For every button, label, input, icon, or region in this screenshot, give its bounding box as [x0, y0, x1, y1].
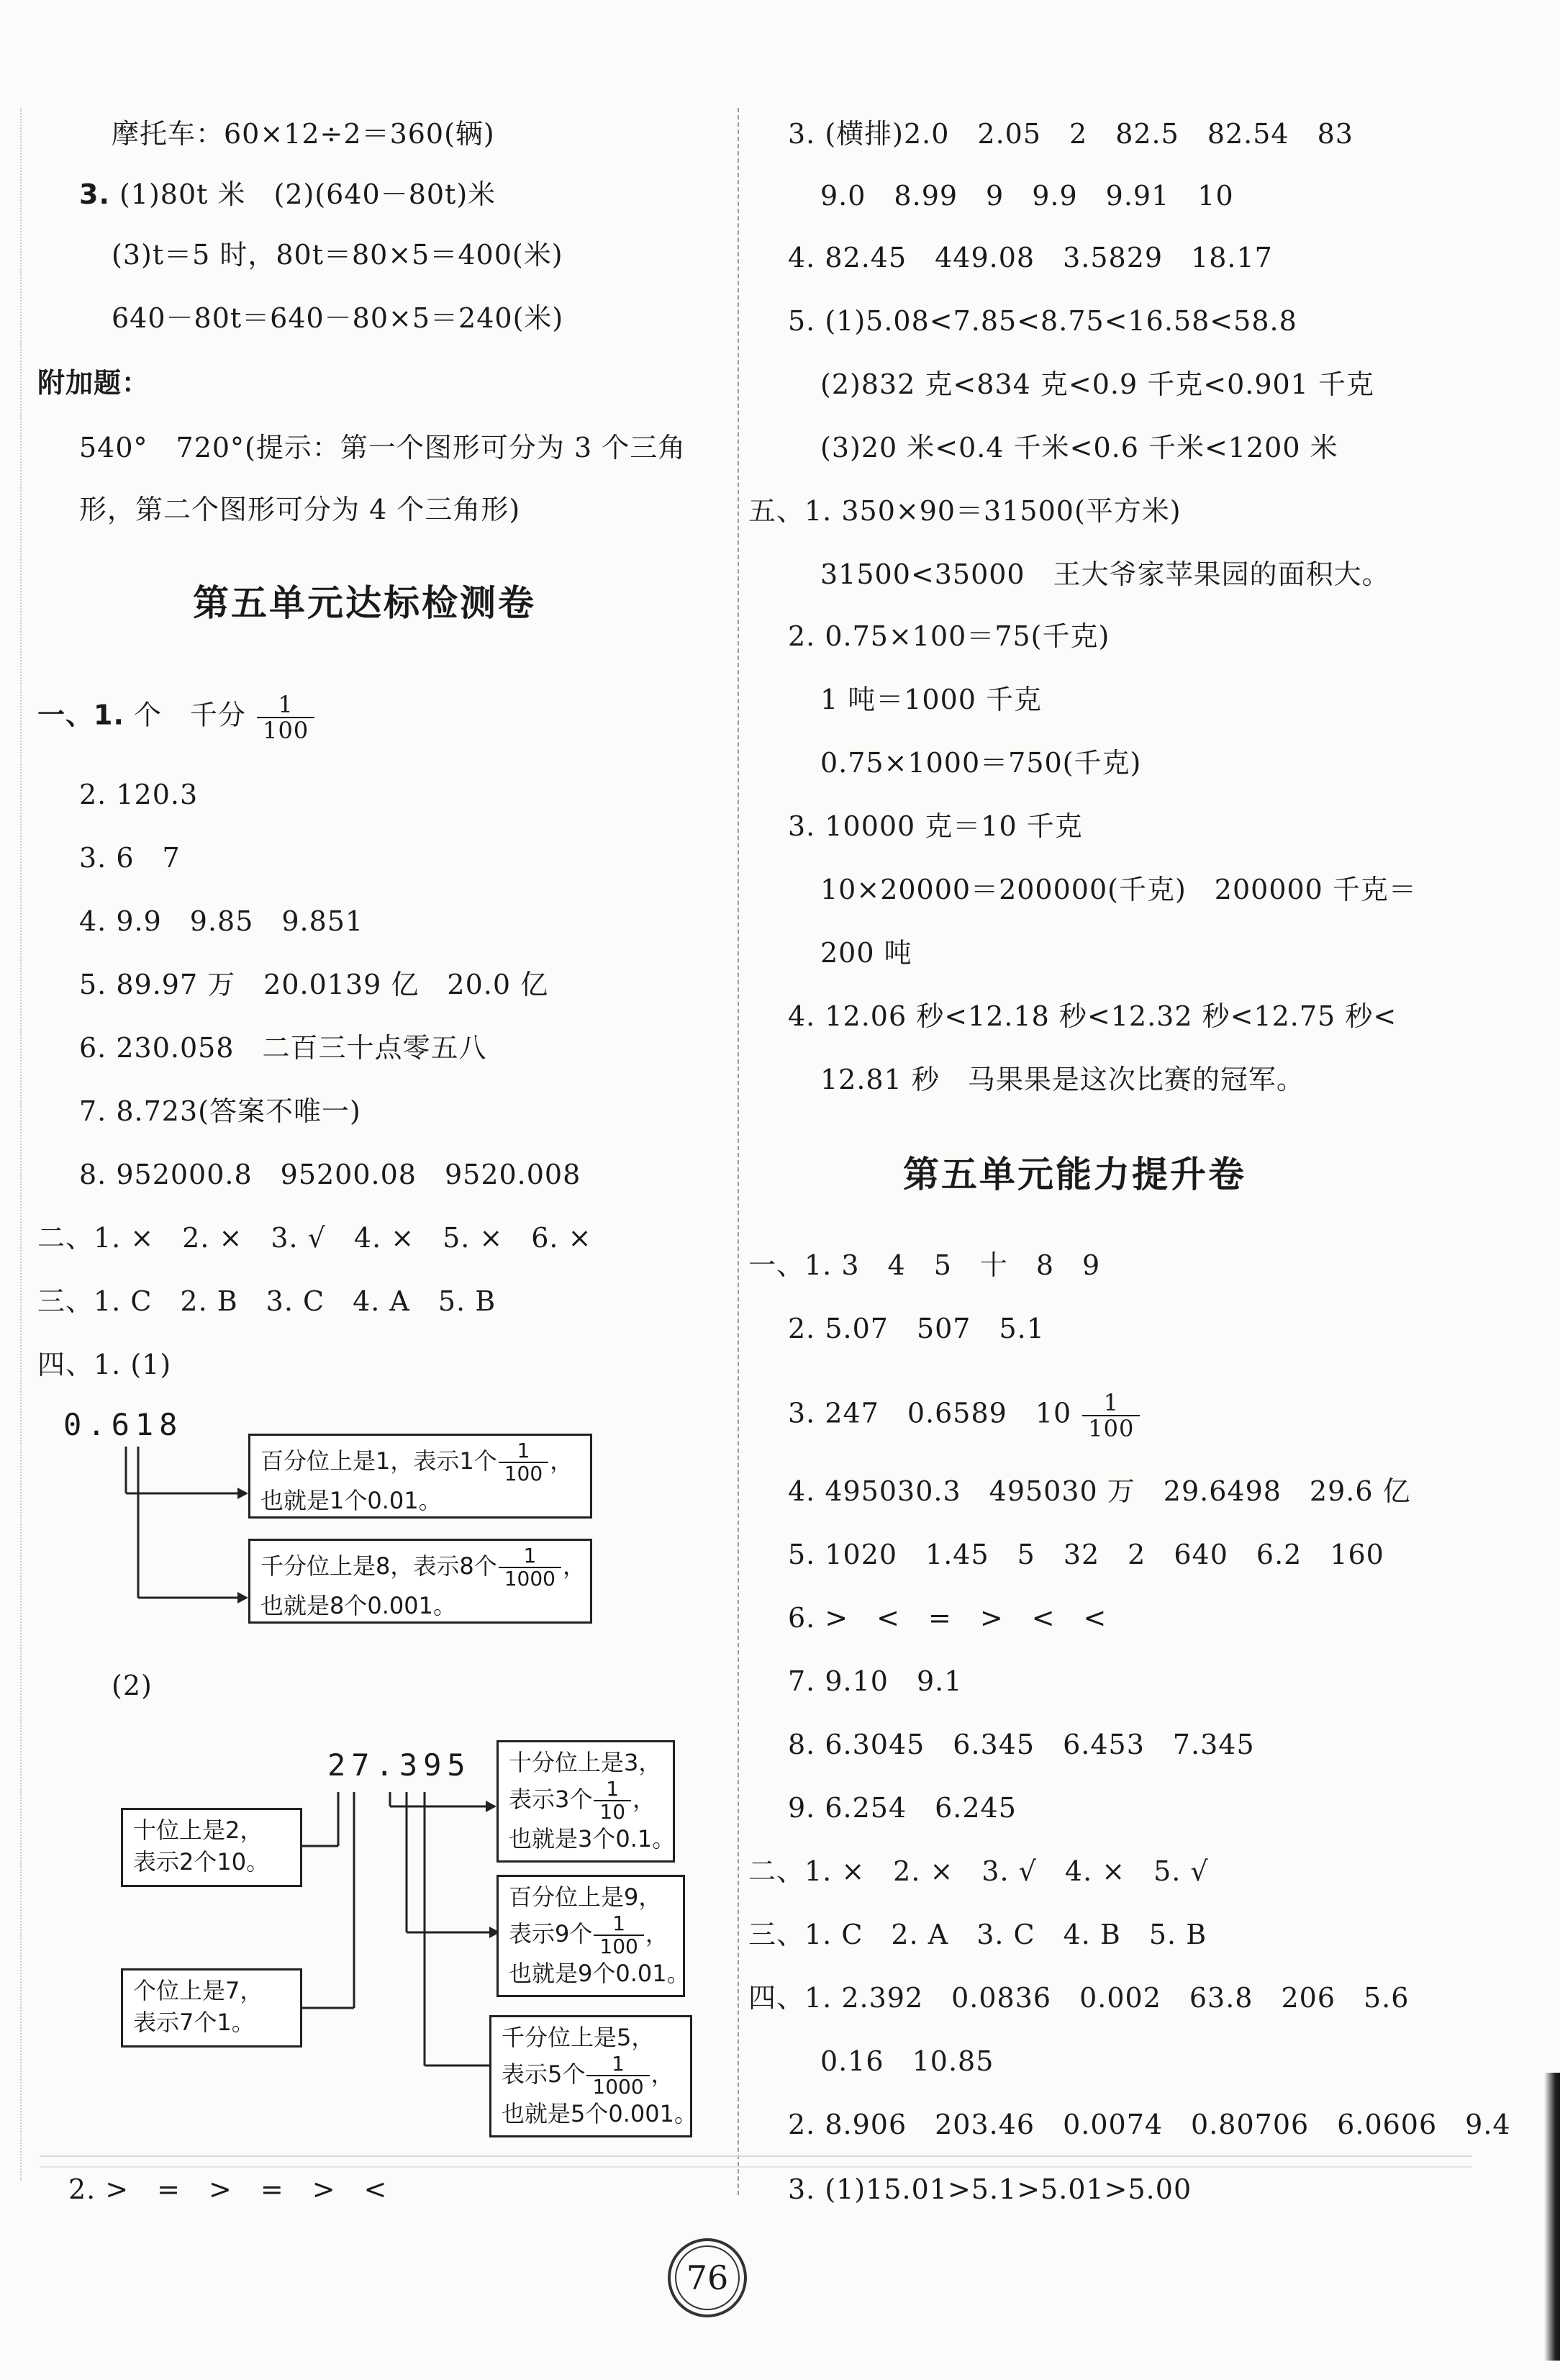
right-s13: 0.16 10.85	[820, 2045, 994, 2077]
right-s3	[788, 1390, 1141, 1441]
right-line-13: 10×20000＝200000(千克) 200000 千克＝	[820, 874, 1417, 905]
right-s6: 6. > < = > < <	[788, 1602, 1107, 1634]
s3-fraction	[1085, 1390, 1137, 1441]
d1-box2-text-b: 也就是8个0.001。	[260, 1592, 456, 1619]
right-s5: 5. 1020 1.45 5 32 2 640 6.2 160	[788, 1539, 1384, 1570]
q4-line: 4. 9.9 9.85 9.851	[79, 905, 364, 937]
d1-box1-text-b: 也就是1个0.01。	[260, 1487, 442, 1514]
q5-line: 5. 89.97 万 20.0139 亿 20.0 亿	[79, 969, 549, 1000]
part3-line: 三、1. C 2. B 3. C 4. A 5. B	[37, 1285, 496, 1317]
right-line-1: 3. (横排)2.0 2.05 2 82.5 82.54 83	[788, 118, 1353, 150]
right-line-10: 1 吨＝1000 千克	[820, 684, 1043, 715]
diagram2-box-hundredths: 百分位上是9， 表示9个 $\frac{1}{100}$ ， 也就是9个0.01。	[496, 1875, 685, 1997]
diagram2-box-thousandths: 千分位上是5， 表示5个 $\frac{1}{1000}$ ， 也就是5个0.001。	[489, 2015, 692, 2137]
diagram1-box-hundredths: 百分位上是1，表示1个 $\frac{1}{100}$ ， 也就是1个0.01。	[248, 1434, 592, 1519]
q1-text: 个 千分	[133, 699, 246, 731]
diagram2-box-tenths: 十分位上是3， 表示3个 $\frac{1}{10}$ ， 也就是3个0.1。	[496, 1740, 675, 1863]
right-s8: 8. 6.3045 6.345 6.453 7.345	[788, 1729, 1255, 1760]
right-line-6: (3)20 米<0.4 千米<0.6 千米<1200 米	[820, 432, 1338, 463]
diagram1-number: 0.618	[63, 1407, 183, 1442]
part4-line: 四、1. (1)	[37, 1349, 172, 1380]
d1-box1-text-a: 百分位上是1，表示1个	[260, 1447, 497, 1475]
q2-line: 2. 120.3	[79, 779, 199, 810]
right-s11: 三、1. C 2. A 3. C 4. B 5. B	[748, 1919, 1207, 1950]
q6-line: 6. 230.058 二百三十点零五八	[79, 1032, 487, 1064]
diagram2-number: 27.395	[327, 1747, 471, 1783]
right-s9: 9. 6.254 6.245	[788, 1792, 1017, 1824]
right-s2: 2. 5.07 507 5.1	[788, 1313, 1045, 1344]
page-number: 76	[686, 2258, 729, 2297]
d2-thou-c: 也就是5个0.001。	[502, 2100, 697, 2127]
right-s7: 7. 9.10 9.1	[788, 1665, 963, 1697]
d2-tenth-c: 也就是3个0.1。	[509, 1825, 676, 1852]
s3-text: 3. 247 0.6589 10	[788, 1397, 1072, 1429]
d2-tenth-den: 10	[599, 1800, 626, 1824]
s3-num: 1	[1103, 1389, 1119, 1416]
q1-label: 一、1.	[37, 699, 124, 731]
d1-box1-den: 100	[504, 1462, 543, 1485]
q1-frac-num: 1	[278, 691, 294, 718]
d1-box2-fraction	[502, 1545, 558, 1590]
extra-label: 附加题：	[37, 367, 150, 399]
extra-line-1: 540° 720°(提示：第一个图形可分为 3 个三角	[79, 432, 686, 463]
d1-box2-num: 1	[523, 1544, 537, 1567]
left-line-1: 摩托车：60×12÷2＝360(辆)	[112, 118, 495, 150]
extra-line-2: 形，第二个图形可分为 4 个三角形)	[79, 494, 521, 525]
d2-thou-den: 1000	[592, 2075, 644, 2099]
d2-ones-b: 表示7个1。	[133, 2009, 255, 2036]
d2-hund-a: 百分位上是9，	[509, 1883, 662, 1911]
d2-ones-a: 个位上是7，	[133, 1977, 263, 2004]
right-line-3: 4. 82.45 449.08 3.5829 18.17	[788, 242, 1273, 273]
d2-thou-b: 表示5个	[502, 2060, 586, 2088]
right-line-14: 200 吨	[820, 937, 912, 969]
p2-label: (2)	[112, 1670, 153, 1701]
d2-hund-b: 表示9个	[509, 1920, 593, 1947]
right-line-2: 9.0 8.99 9 9.9 9.91 10	[820, 180, 1234, 212]
right-line-9: 2. 0.75×100＝75(千克)	[788, 620, 1110, 652]
d2-hund-fraction	[597, 1913, 640, 1958]
d2-tenth-fraction	[597, 1778, 628, 1823]
right-s10: 二、1. × 2. × 3. √ 4. × 5. √	[748, 1855, 1209, 1887]
d1-box1-num: 1	[517, 1439, 530, 1462]
page-edge-shadow	[1544, 2073, 1560, 2361]
right-s15: 3. (1)15.01>5.1>5.01>5.00	[788, 2173, 1192, 2205]
d1-box2-den: 1000	[504, 1567, 555, 1591]
d2-thou-fraction	[589, 2053, 646, 2098]
left-line-3: (3)t＝5 时，80t＝80×5＝400(米)	[112, 239, 563, 271]
q3-answer: (1)80t 米 (2)(640－80t)米	[119, 178, 496, 210]
q3-number: 3.	[79, 178, 110, 210]
right-s14: 2. 8.906 203.46 0.0074 0.80706 6.0606 9.4	[788, 2109, 1511, 2140]
left-line-4: 640－80t＝640－80×5＝240(米)	[112, 302, 564, 334]
q7-line: 7. 8.723(答案不唯一)	[79, 1095, 361, 1127]
bottom-rule-2	[40, 2166, 1471, 2168]
right-line-15: 4. 12.06 秒<12.18 秒<12.32 秒<12.75 秒<	[788, 1000, 1397, 1032]
part2-line: 二、1. × 2. × 3. √ 4. × 5. × 6. ×	[37, 1222, 592, 1254]
right-line-8: 31500<35000 王大爷家苹果园的面积大。	[820, 558, 1390, 590]
d2-thou-a: 千分位上是5，	[502, 2024, 655, 2051]
d2-tenth-num: 1	[606, 1777, 620, 1801]
d2-hund-c: 也就是9个0.01。	[509, 1960, 690, 1987]
d2-tens-a: 十位上是2，	[133, 1816, 263, 1844]
q3-line: 3. 6 7	[79, 842, 181, 874]
right-line-11: 0.75×1000＝750(千克)	[820, 747, 1142, 779]
q1-frac-den: 100	[263, 717, 309, 744]
d2-tenth-a: 十分位上是3，	[509, 1749, 662, 1776]
section-title-right: 第五单元能力提升卷	[903, 1154, 1246, 1195]
right-line-5: (2)832 克<834 克<0.9 千克<0.901 千克	[820, 368, 1374, 400]
d2-tenth-b: 表示3个	[509, 1786, 593, 1813]
diagram2-box-tens	[121, 1808, 302, 1887]
d2-thou-num: 1	[612, 2052, 625, 2076]
section-title-left: 第五单元达标检测卷	[193, 582, 536, 624]
d2-tens-b: 表示2个10。	[133, 1848, 270, 1876]
right-line-4: 5. (1)5.08<7.85<8.75<16.58<58.8	[788, 305, 1297, 337]
d2-hund-den: 100	[599, 1935, 638, 1958]
s3-den: 100	[1088, 1415, 1135, 1442]
right-s4: 4. 495030.3 495030 万 29.6498 29.6 亿	[788, 1475, 1411, 1507]
d1-box2-text-a: 千分位上是8，表示8个	[260, 1552, 497, 1580]
right-line-16: 12.81 秒 马果果是这次比赛的冠军。	[820, 1064, 1305, 1095]
left-last-line: 2. > = > = > <	[68, 2173, 388, 2205]
d1-box1-fraction	[502, 1440, 545, 1485]
q8-line: 8. 952000.8 95200.08 9520.008	[79, 1159, 581, 1190]
right-s12: 四、1. 2.392 0.0836 0.002 63.8 206 5.6	[748, 1982, 1410, 2014]
diagram2-box-ones	[121, 1968, 302, 2048]
bottom-rule	[40, 2155, 1471, 2157]
d2-hund-num: 1	[612, 1911, 626, 1935]
page-number-badge	[668, 2238, 747, 2317]
right-s1: 一、1. 3 4 5 十 8 9	[748, 1249, 1101, 1281]
right-line-12: 3. 10000 克＝10 千克	[788, 810, 1083, 842]
diagram1-box-thousandths: 千分位上是8，表示8个 $\frac{1}{1000}$ ， 也就是8个0.001。	[248, 1539, 592, 1624]
right-line-7: 五、1. 350×90＝31500(平方米)	[748, 495, 1182, 527]
